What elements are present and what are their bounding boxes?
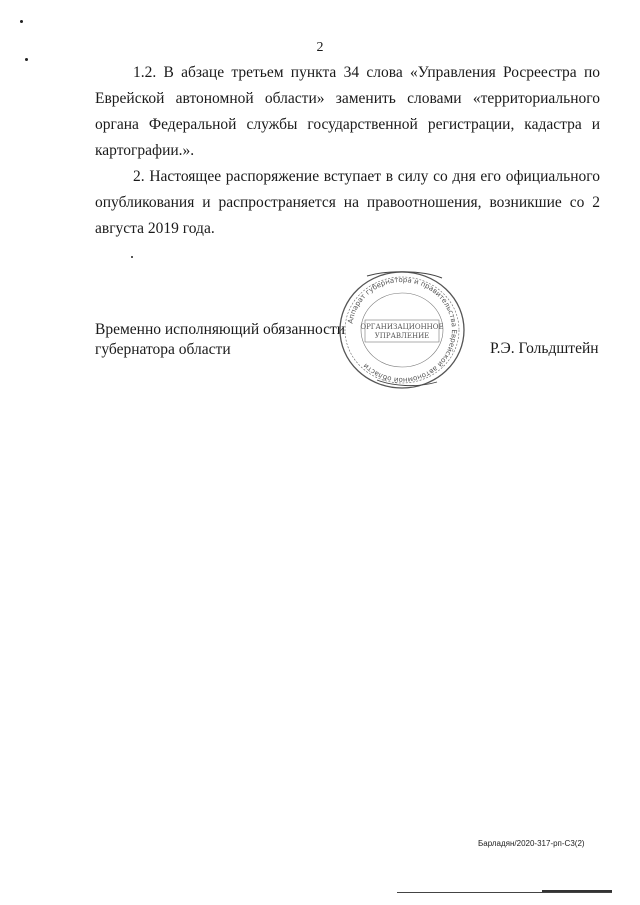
paragraph-amendment: 1.2. В абзаце третьем пункта 34 слова «Управления Росреестра по Еврейской автономной области» заменить словами «территориального органа Федеральной службы государственной регистрации, кадастра и картографии.». bbox=[95, 64, 600, 159]
seal-outer-text: Аппарат губернатора и правительства Еврейской автономной области bbox=[346, 275, 459, 385]
scan-mark bbox=[25, 58, 28, 61]
footer-rule bbox=[542, 890, 612, 892]
scan-mark bbox=[131, 256, 133, 258]
seal-inner-line2: УПРАВЛЕНИЕ bbox=[374, 332, 430, 340]
document-code: Барладян/2020-317-рп-С3(2) bbox=[478, 839, 585, 848]
scan-mark bbox=[20, 20, 23, 23]
signatory-name: Р.Э. Гольдштейн bbox=[490, 340, 599, 357]
paragraph-effective-date: 2. Настоящее распоряжение вступает в силу со дня его официального опубликования и распространяется на правоотношения, возникшие со 2 августа 2019 года. bbox=[95, 168, 600, 237]
signatory-position-line2: губернатора области bbox=[95, 341, 231, 358]
footer-rule bbox=[397, 892, 612, 893]
signatory-position bbox=[95, 320, 345, 360]
official-seal bbox=[337, 268, 467, 392]
page-number: 2 bbox=[316, 40, 324, 55]
seal-inner-line1: ОРГАНИЗАЦИОННОЕ bbox=[360, 323, 444, 331]
signatory-position-line1: Временно исполняющий обязанности bbox=[95, 321, 346, 338]
